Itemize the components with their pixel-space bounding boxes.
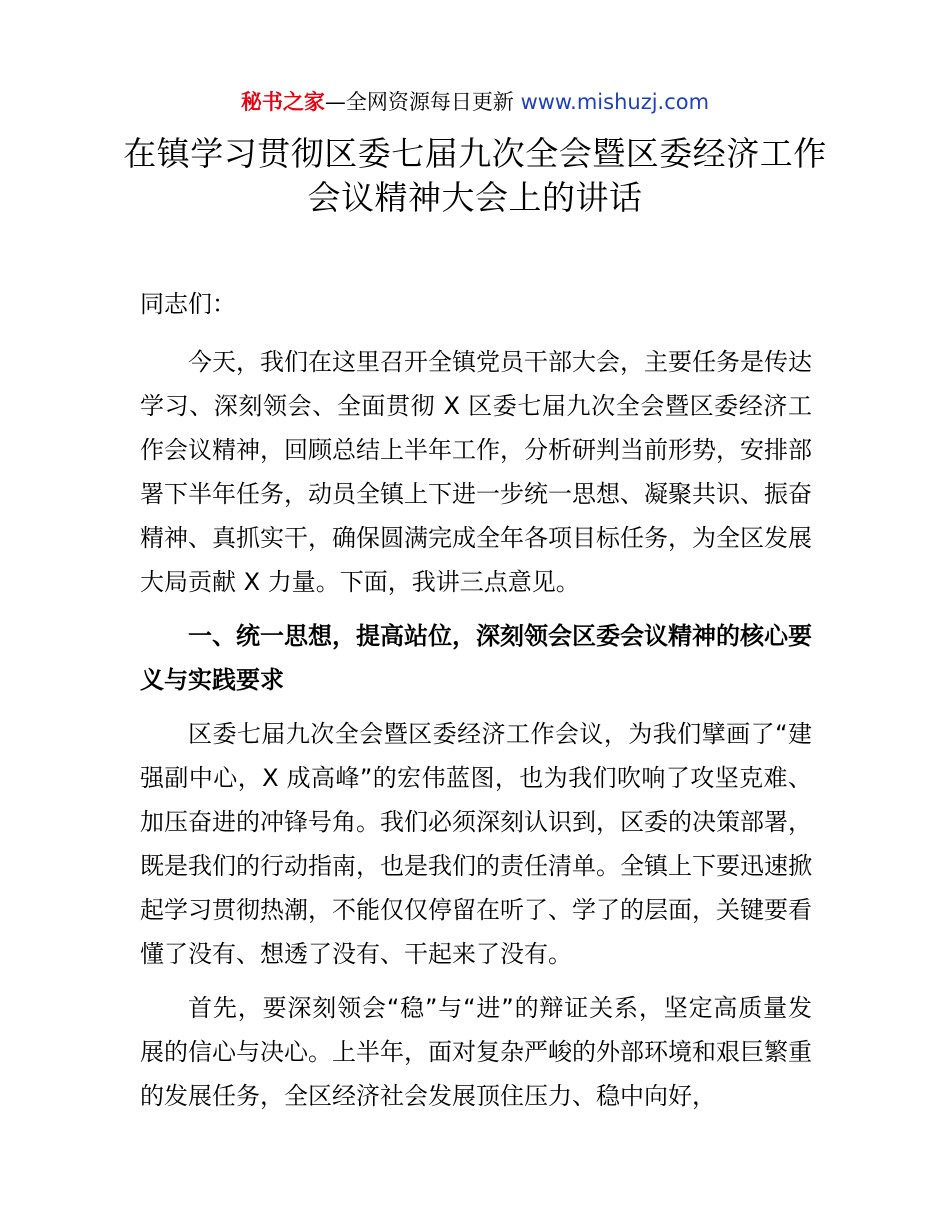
body-paragraph: 今天，我们在这里召开全镇党员干部大会，主要任务是传达学习、深刻领会、全面贯彻 X 区委七届九次全会暨区委经济工作会议精神，回顾总结上半年工作，分析研判当前形势，安排部署下半年任务，动员全镇上下进一步统一思想、凝聚共识、振奋精神、真抓实干，确保圆满完成全年各项目标任务，为全区发展大局贡献 X 力量。下面，我讲三点意见。: [140, 348, 812, 596]
greeting: 同志们：: [140, 290, 236, 318]
body-paragraph: 首先，要深刻领会“稳”与“进”的辩证关系，坚定高质量发展的信心与决心。上半年，面对复杂严峻的外部环境和艰巨繁重的发展任务，全区经济社会发展顶住压力、稳中向好，: [140, 994, 812, 1110]
section-heading: 一、统一思想，提高站位，深刻领会区委会议精神的核心要义与实践要求: [140, 622, 812, 694]
document-title: 在镇学习贯彻区委七届九次全会暨区委经济工作会议精神大会上的讲话: [123, 134, 827, 217]
document-body: [140, 282, 812, 1128]
site-url-link[interactable]: www.mishuzj.com: [520, 90, 710, 114]
site-tagline: —全网资源每日更新: [324, 90, 521, 114]
site-header: [0, 88, 950, 116]
body-paragraph: 区委七届九次全会暨区委经济工作会议，为我们擘画了“建强副中心，X 成高峰”的宏伟蓝图，也为我们吹响了攻坚克难、加压奋进的冲锋号角。我们必须深刻认识到，区委的决策部署，既是我们的行动指南，也是我们的责任清单。全镇上下要迅速掀起学习贯彻热潮，不能仅仅停留在听了、学了的层面，关键要看懂了没有、想透了没有、干起来了没有。: [140, 720, 812, 968]
site-brand: 秘书之家: [240, 90, 325, 114]
